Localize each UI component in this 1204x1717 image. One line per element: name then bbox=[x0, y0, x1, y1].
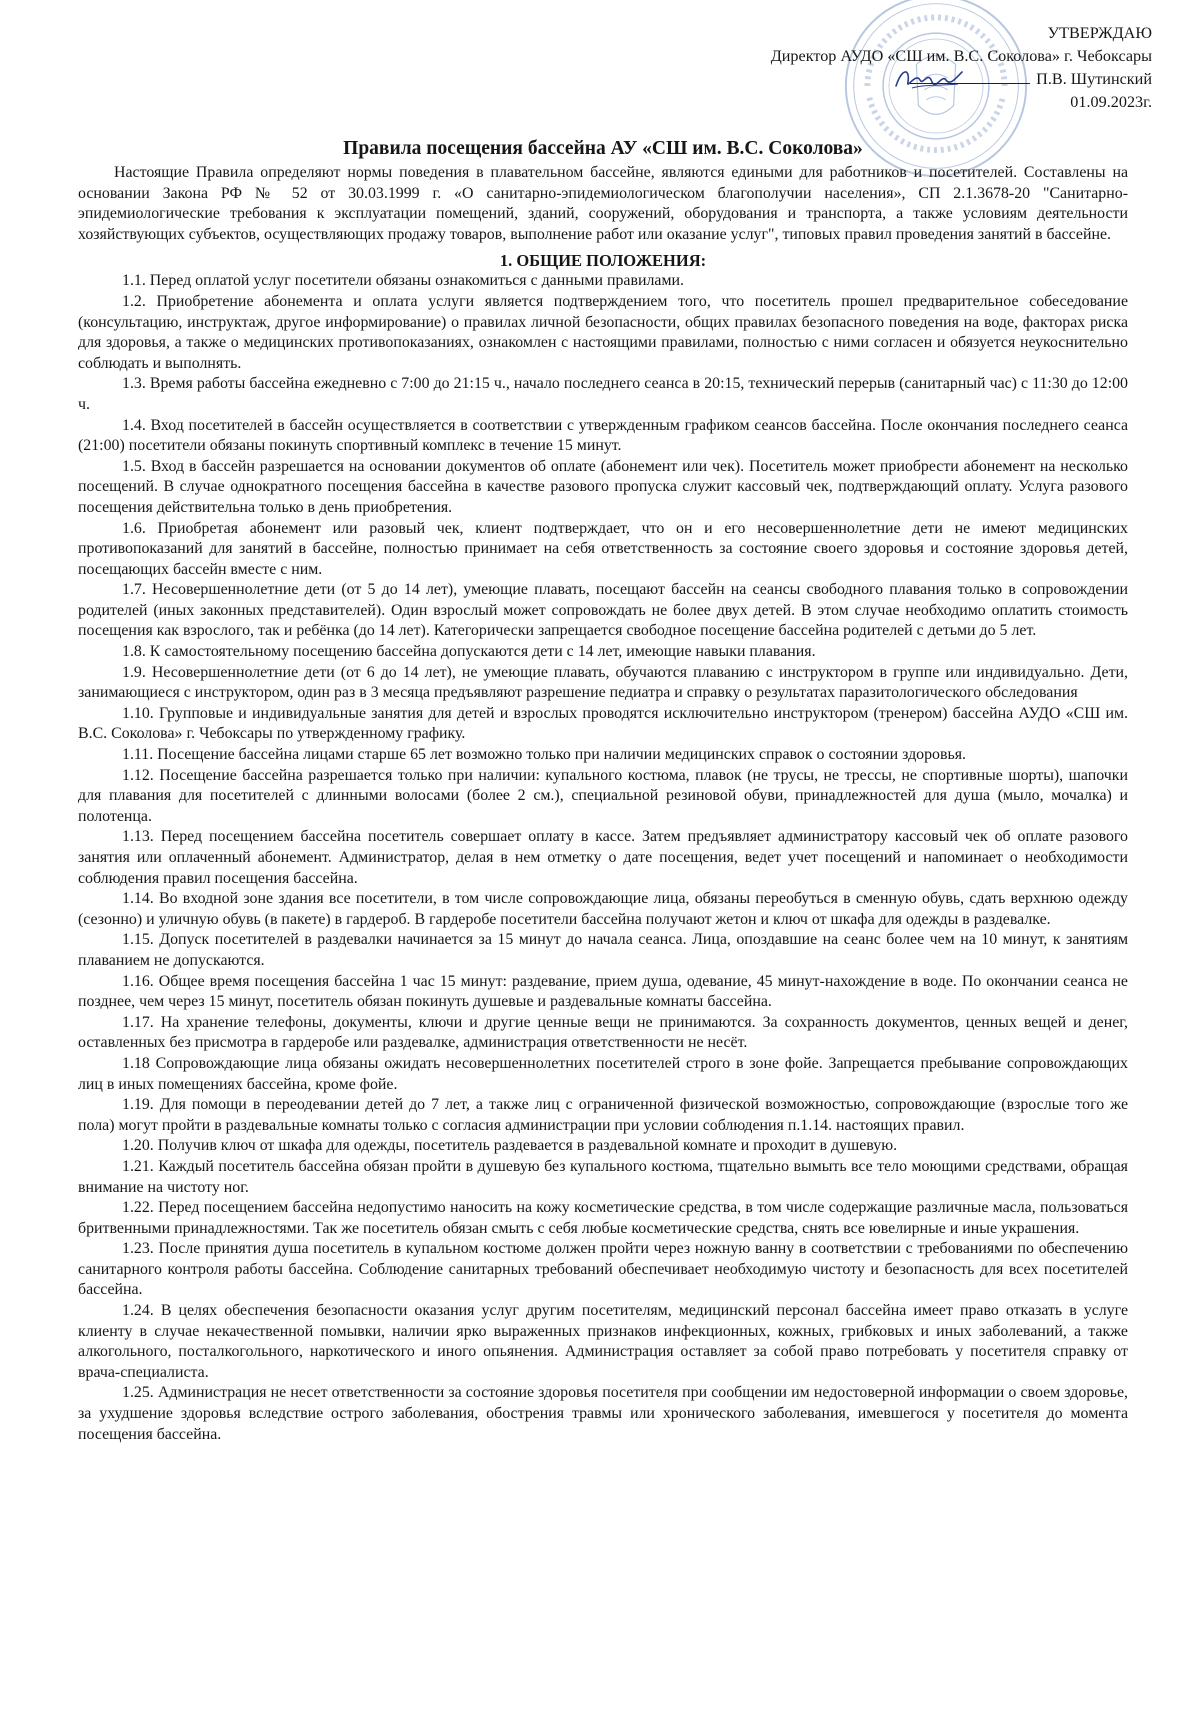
rule-item: 1.13. Перед посещением бассейна посетитель совершает оплату в кассе. Затем предъявляет администратору кассовый чек об оплате разового занятия или оплаченный абонемент. Администратор, делая в нем отметку о дате посещения, ведет учет посещений и напоминает о необходимости соблюдения правил посещения бассейна. bbox=[78, 828, 1128, 887]
rule-item: 1.20. Получив ключ от шкафа для одежды, посетитель раздевается в раздевальной комнате и проходит в душевую. bbox=[122, 1137, 898, 1155]
rule-item: 1.10. Групповые и индивидуальные занятия для детей и взрослых проводятся исключительно инструктором (тренером) бассейна АУДО «СШ им. В.С. Соколова» г. Чебоксары по утвержденному графику. bbox=[78, 704, 1128, 743]
rule-item: 1.11. Посещение бассейна лицами старше 65 лет возможно только при наличии медицинских справок о состоянии здоровья. bbox=[122, 746, 967, 764]
page-title: Правила посещения бассейна АУ «СШ им. В.С. Соколова» bbox=[343, 138, 863, 159]
rule-item: 1.4. Вход посетителей в бассейн осуществляется в соответствии с утвержденным графиком сеансов бассейна. После окончания последнего сеанса (21:00) посетители обязаны покинуть спортивный комплекс в течение 15 минут. bbox=[78, 416, 1128, 455]
rule-item: 1.12. Посещение бассейна разрешается только при наличии: купального костюма, плавок (не трусы, не трессы, не спортивные шорты), шапочки для плавания для посетителей с длинными волосами (более 2 см.), специальной резиновой обуви, принадлежностей для душа (мыло, мочалка) и полотенца. bbox=[78, 766, 1128, 825]
rule-item: 1.3. Время работы бассейна ежедневно с 7:00 до 21:15 ч., начало последнего сеанса в 20:15, технический перерыв (санитарный час) с 11:30 до 12:00 ч. bbox=[78, 375, 1128, 413]
rule-item: 1.17. На хранение телефоны, документы, ключи и другие ценные вещи не принимаются. За сохранность документов, ценных вещей и денег, оставленных без присмотра в гардеробе или раздевалке, администрация ответственности не несёт. bbox=[78, 1013, 1128, 1052]
rule-item: 1.24. В целях обеспечения безопасности оказания услуг другим посетителям, медицинский персонал бассейна имеет право отказать в услуге клиенту в случае некачественной помывки, наличии ярко выраженных признаков инфекционных, кожных, грибковых и иных заболеваний, а также алкогольного, посталкогольного, наркотического и иного опьянения. Администрация оставляет за собой право потребовать у посетителя справку от врача-специалиста. bbox=[78, 1302, 1128, 1381]
signature-underline bbox=[910, 67, 1030, 84]
rules-list bbox=[78, 271, 1128, 1445]
rule-item: 1.9. Несовершеннолетние дети (от 6 до 14 лет), не умеющие плавать, обучаются плаванию с инструктором в группе или индивидуально. Дети, занимающиеся с инструктором, один раз в 3 месяца предъявляют разрешение педиатра и справку о результатах паразитологического обследования bbox=[78, 663, 1128, 702]
rule-item: 1.21. Каждый посетитель бассейна обязан пройти в душевую без купального костюма, тщательно вымыть все тело моющими средствами, обращая внимание на чистоту ног. bbox=[78, 1157, 1128, 1196]
approval-position: Директор АУДО «СШ им. В.С. Соколова» г. Чебоксары bbox=[770, 46, 1152, 65]
rule-item: 1.6. Приобретая абонемент или разовый чек, клиент подтверждает, что он и его несовершеннолетние дети не имеют медицинских противопоказаний для занятий в бассейне, полностью принимает на себя ответственность за состояние своего здоровья и состояние здоровья детей, посещающих бассейн вместе с ним. bbox=[78, 519, 1128, 578]
approval-heading: УТВЕРЖДАЮ bbox=[1047, 24, 1152, 42]
rule-item: 1.22. Перед посещением бассейна недопустимо наносить на кожу косметические средства, в том числе содержащие различные масла, пользоваться бритвенными принадлежностями. Так же посетитель обязан смыть с себя любые косметические средства, снять все ювелирные и иные украшения. bbox=[78, 1199, 1128, 1237]
rule-item: 1.7. Несовершеннолетние дети (от 5 до 14 лет), умеющие плавать, посещают бассейн на сеансы свободного плавания только в сопровождении родителей (иных законных представителей). Один взрослый может сопровождать не более двух детей. В этом случае необходимо оплатить стоимость посещения как взрослого, так и ребёнка (до 14 лет). Категорически запрещается свободное посещение бассейна родителей с детьми до 5 лет. bbox=[78, 581, 1128, 640]
approval-signature-line bbox=[592, 67, 1152, 91]
rule-item: 1.14. Во входной зоне здания все посетители, в том числе сопровождающие лица, обязаны переобуться в сменную обувь, сдать верхнюю одежду (сезонно) и уличную обувь (в пакете) в гардероб. В гардеробе посетители бассейна получают жетон и ключ от шкафа для одежды в раздевалке. bbox=[78, 890, 1128, 928]
rule-item: 1.5. Вход в бассейн разрешается на основании документов об оплате (абонемент или чек). Посетитель может приобрести абонемент на несколько посещений. В случае однократного посещения бассейна в качестве разового пропуска служит кассовый чек, подтверждающий оплату. Услуга разового посещения действительна только в день приобретения. bbox=[78, 457, 1128, 516]
rule-item: 1.16. Общее время посещения бассейна 1 час 15 минут: раздевание, прием душа, одевание, 45 минут-нахождение в воде. По окончании сеанса не позднее, чем через 15 минут, посетитель обязан покинуть душевые и раздевальные комнаты бассейна. bbox=[78, 972, 1128, 1011]
approval-block bbox=[592, 22, 1152, 113]
intro-paragraph: Настоящие Правила определяют нормы поведения в плавательном бассейне, являются едиными для работников и посетителей. Составлены на основании Закона РФ № 52 от 30.03.1999 г. «О санитарно-эпидемиологическом благополучии населения», СП 2.1.3678-20 "Санитарно-эпидемиологические требования к эксплуатации помещений, зданий, сооружений, оборудования и транспорта, а также условиям деятельности хозяйствующих субъектов, осуществляющих продажу товаров, выполнение работ или оказание услуг", типовых правил проведения занятий в бассейне. bbox=[78, 164, 1128, 243]
approval-name: П.В. Шутинский bbox=[1036, 70, 1152, 88]
rule-item: 1.2. Приобретение абонемента и оплата услуги является подтверждением того, что посетитель прошел предварительное собеседование (консультацию, инструктаж, другое информирование) о правилах личной безопасности, общих правилах безопасного поведения на воде, факторах риска для здоровья, а также о медицинских противопоказаниях, ознакомлен с настоящими правилами, полностью с ними согласен и обязуется неукоснительно соблюдать и выполнять. bbox=[78, 292, 1128, 372]
rule-item: 1.19. Для помощи в переодевании детей до 7 лет, а также лиц с ограниченной физической возможностью, сопровождающие (взрослые того же пола) могут пройти в раздевальные комнаты только с согласия администрации при условии соблюдения п.1.14. настоящих правил. bbox=[78, 1096, 1128, 1134]
rule-item: 1.15. Допуск посетителей в раздевалки начинается за 15 минут до начала сеанса. Лица, опоздавшие на сеанс более чем на 10 минут, к занятиям плаванием не допускаются. bbox=[78, 931, 1128, 969]
rule-item: 1.18 Сопровождающие лица обязаны ожидать несовершеннолетних посетителей строго в зоне фойе. Запрещается пребывание сопровождающих лиц в иных помещениях бассейна, кроме фойе. bbox=[78, 1054, 1128, 1093]
approval-date: 01.09.2023г. bbox=[1070, 92, 1152, 111]
document-body bbox=[78, 136, 1128, 1445]
section-heading: 1. ОБЩИЕ ПОЛОЖЕНИЯ: bbox=[499, 251, 707, 271]
rule-item: 1.8. К самостоятельному посещению бассейна допускаются дети с 14 лет, имеющие навыки плавания. bbox=[122, 643, 816, 661]
rule-item: 1.1. Перед оплатой услуг посетители обязаны ознакомиться с данными правилами. bbox=[122, 272, 684, 290]
rule-item: 1.25. Администрация не несет ответственности за состояние здоровья посетителя при сообщении им недостоверной информации о своем здоровье, за ухудшение здоровья вследствие острого заболевания, обострения травмы или хронического заболевания, имевшегося у посетителя до момента посещения бассейна. bbox=[78, 1384, 1128, 1443]
rule-item: 1.23. После принятия душа посетитель в купальном костюме должен пройти через ножную ванну в соответствии с требованиями по обеспечению санитарного контроля работы бассейна. Соблюдение санитарных требований обеспечивает необходимую чистоту и безопасность для всех посетителей бассейна. bbox=[78, 1240, 1128, 1299]
